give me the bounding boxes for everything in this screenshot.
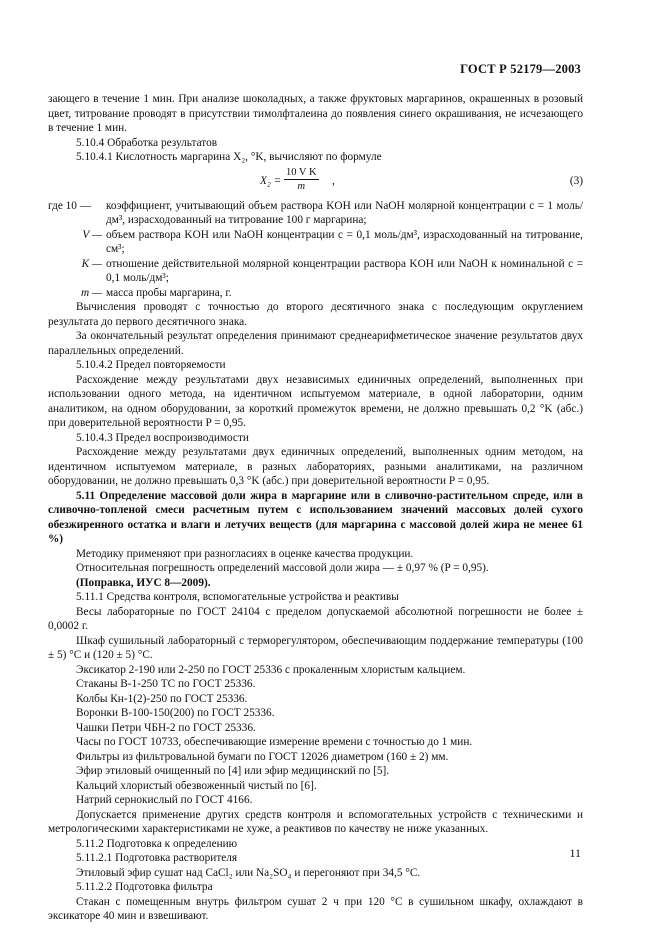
definition-text: объем раствора KOH или NaOH концентрации c = 0,1 моль/дм³, израсходованный на титрование, см³; (106, 228, 583, 255)
paragraph-repeatability: Расхождение между результатами двух независимых единичных определений, выполненных при использовании одного метода, на идентичном испытуемом материале, в одной лаборатории, одним аналитиком, на одном оборудовании, за короткий промежуток времени, не должно превышать 0,2 °K (абс.) при доверительной вероятности P = 0,95. (48, 373, 583, 429)
equipment-item: Эксикатор 2-190 или 2-250 по ГОСТ 25336 с прокаленным хлористым кальцием. (76, 663, 466, 676)
section-heading-5-11-1: 5.11.1 Средства контроля, вспомогательные устройства и реактивы (76, 591, 399, 603)
paragraph-final-result: За окончательный результат определения принимают среднеарифметическое значение результатов двух параллельных определений. (48, 330, 583, 357)
equipment-item: Часы по ГОСТ 10733, обеспечивающие измерение времени с точностью до 1 мин. (76, 736, 473, 748)
definition-term: V — (82, 228, 102, 241)
definition-term: где 10 — (48, 199, 92, 212)
paragraph-calculation: Вычисления проводят с точностью до второго десятичного знака с последующим округлением результата до первого десятичного знака. (48, 301, 583, 328)
section-heading-5-11: 5.11 Определение массовой доли жира в маргарине или в сливочно-растительном спреде, или в сливочно-топленой смеси расчетным путем с использованием значений массовых долей сухого обезжиренного остатка и влаги и летучих веществ (для маргарина с массовой долей жира не менее 61 %) (48, 489, 583, 545)
formula-fraction (284, 166, 319, 193)
equipment-item: Колбы Кн-1(2)-250 по ГОСТ 25336. (76, 692, 248, 705)
section-heading-5-10-4: 5.10.4 Обработка результатов (76, 136, 218, 149)
formula-numerator: 10 V K (286, 166, 317, 178)
amendment-note: (Поправка, ИУС 8—2009). (76, 576, 211, 589)
definition-term: K — (81, 257, 102, 270)
definition-K (48, 257, 583, 286)
formula-comma: , (332, 174, 335, 187)
definition-V (48, 228, 583, 257)
document-body (48, 92, 583, 924)
formula-denominator: m (297, 180, 306, 192)
section-heading-5-10-4-3: 5.10.4.3 Предел воспроизводимости (76, 431, 249, 444)
definition-text: коэффициент, учитывающий объем раствора KOH или NaOH молярной концентрации c = 1 моль/дм³, израсходованный на титрование 100 г маргарина; (106, 199, 583, 226)
definition-10 (48, 199, 583, 228)
document-header: ГОСТ Р 52179—2003 (460, 62, 581, 76)
paragraph-reproducibility: Расхождение между результатами двух единичных определений, выполненных одним методом, на идентичном испытуемом материале, в разных лабораториях, разными аналитиками, на различном оборудовании, не должно превышать 0,3 °K (абс.) при доверительной вероятности P = 0,95. (48, 446, 583, 487)
definition-term: m — (80, 286, 102, 299)
equipment-item: Шкаф сушильный лабораторный с терморегулятором, обеспечивающим поддержание температуры (100 ± 5) °C и (120 ± 5) °C. (48, 634, 583, 661)
definition-text: отношение действительной молярной концентрации раствора KOH или NaOH к номинальной c = 0,1 моль/дм³; (106, 257, 583, 284)
equipment-item: Чашки Петри ЧБН-2 по ГОСТ 25336. (76, 721, 256, 734)
formula-number: (3) (569, 174, 583, 187)
section-heading-5-10-4-2: 5.10.4.2 Предел повторяемости (76, 359, 226, 371)
definition-text: масса пробы маргарина, г. (106, 286, 232, 299)
paragraph-filter: Стакан с помещенным внутрь фильтром сушат 2 ч при 120 °C в сушильном шкафу, охлаждают в эксикаторе 40 мин и взвешивают. (48, 895, 583, 922)
paragraph-continued: зающего в течение 1 мин. При анализе шоколадных, а также фруктовых маргаринов, окрашенных в розовый цвет, титрование проводят в присутствии тимолфталеина до появления синего окрашивания, не исчезающего в течение 1 мин. (48, 93, 583, 134)
equipment-item: Стаканы В-1-250 ТС по ГОСТ 25336. (76, 678, 256, 690)
section-heading-5-11-2-2: 5.11.2.2 Подготовка фильтра (76, 881, 213, 893)
equipment-item: Натрий сернокислый по ГОСТ 4166. (76, 794, 253, 806)
paragraph-error: Относительная погрешность определений массовой доли жира — ± 0,97 % (P = 0,95). (76, 562, 489, 574)
definition-m (48, 286, 583, 301)
equipment-item: Кальций хлористый обезвоженный чистый по [6]. (76, 779, 317, 792)
equipment-item: Воронки В-100-150(200) по ГОСТ 25336. (76, 707, 275, 719)
equipment-item: Весы лабораторные по ГОСТ 24104 с пределом допускаемой абсолютной погрешности не более ± 0,0002 г. (48, 605, 583, 632)
formula-3 (48, 166, 583, 196)
equipment-item: Фильтры из фильтровальной бумаги по ГОСТ 12026 диаметром (160 ± 2) мм. (76, 750, 449, 763)
section-heading-5-10-4-1: 5.10.4.1 Кислотность маргарина X₂, °K, вычисляют по формуле (76, 151, 382, 163)
section-heading-5-11-2: 5.11.2 Подготовка к определению (76, 837, 238, 850)
formula-lhs: X₂ = (260, 174, 282, 187)
equipment-item: Эфир этиловый очищенный по [4] или эфир медицинский по [5]. (76, 765, 390, 777)
page-number: 11 (569, 846, 581, 860)
paragraph-solvent: Этиловый эфир сушат над CaCl₂ или Na₂SO₄ и перегоняют при 34,5 °C. (76, 866, 421, 879)
paragraph-method: Методику применяют при разногласиях в оценке качества продукции. (76, 547, 414, 560)
paragraph-allowed: Допускается применение других средств контроля и вспомогательных устройств с техническими и метрологическими характеристиками не хуже, а реактивов по качеству не ниже указанных. (48, 808, 583, 835)
section-heading-5-11-2-1: 5.11.2.1 Подготовка растворителя (76, 852, 238, 864)
